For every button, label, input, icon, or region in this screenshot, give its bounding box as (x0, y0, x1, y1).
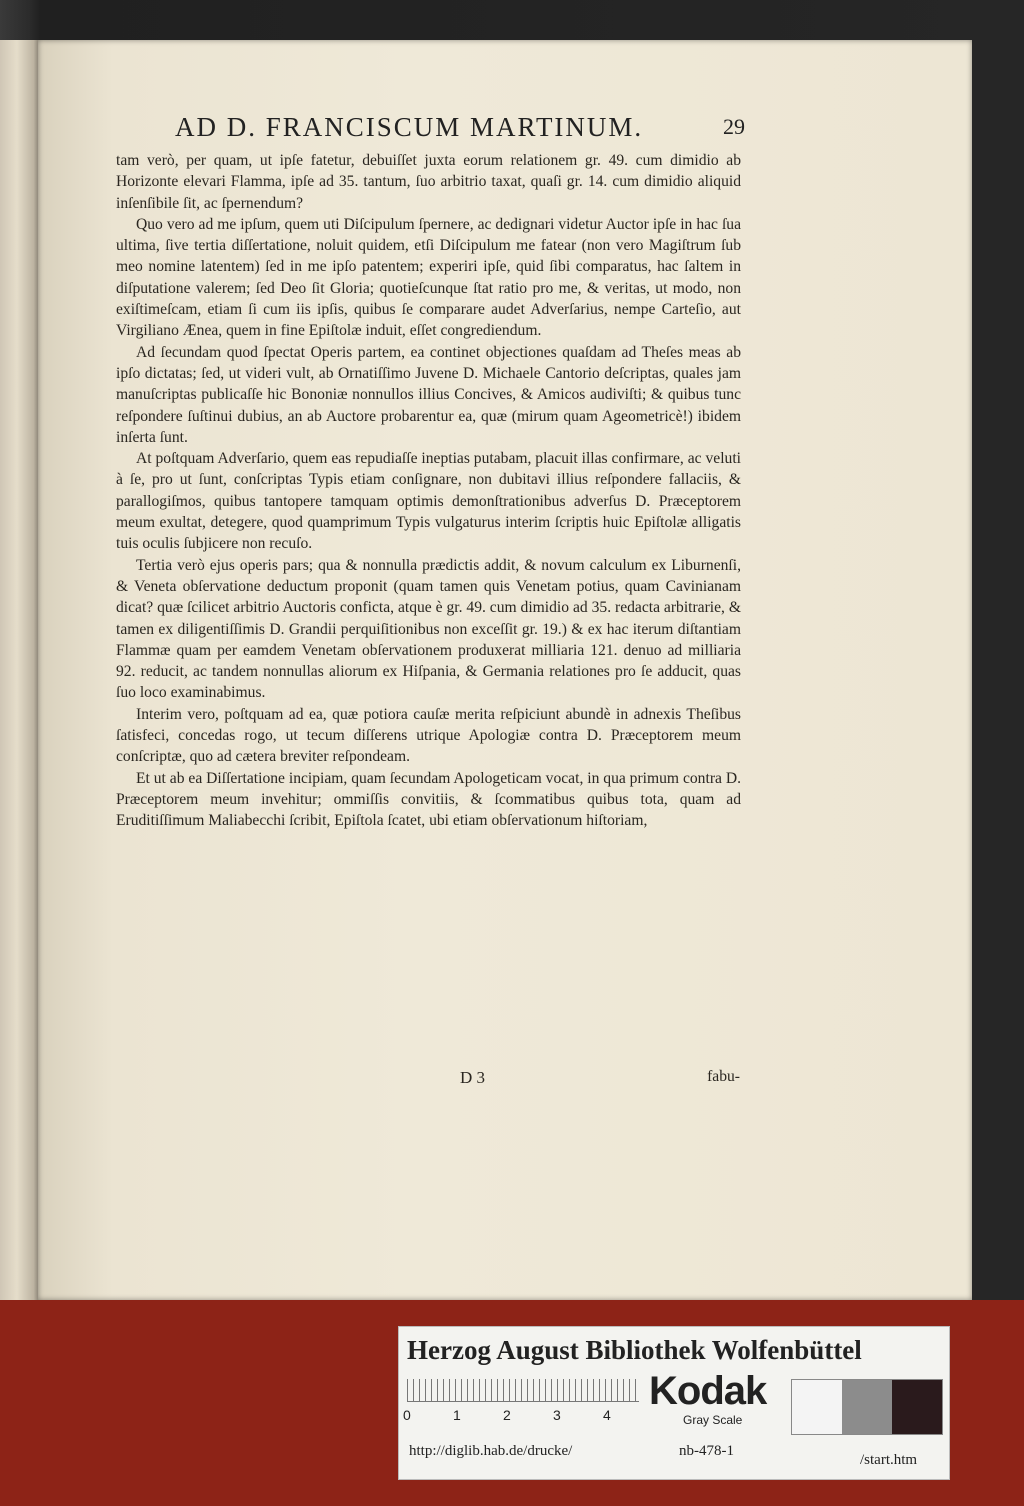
paragraph: Interim vero, poſtquam ad ea, quæ potiora cauſæ merita reſpiciunt abundè in adnexis Theſibus ſatisfeci, concedas rogo, ut tecum diſſerens utrique Apologiæ contra D. Præceptorem meum conſcriptæ, quo ad cætera breviter reſpondeam. (116, 705, 741, 766)
library-name: Herzog August Bibliothek Wolfenbüttel (407, 1335, 862, 1365)
running-head-title: AD D. FRANCISCUM MARTINUM. (175, 112, 644, 142)
signature-mark: D 3 (460, 1068, 486, 1087)
book-spine (0, 40, 42, 1300)
paragraph: tam verò, per quam, ut ipſe fatetur, debuiſſet juxta eorum relationem gr. 49. cum dimidio ab Horizonte elevari Flamma, ipſe ad 35. tantum, ſuo arbitrio taxat, quaſi gr. 14. cum dimidio aliquid inſenſibile ſit, ac ſpernendum? (116, 152, 741, 212)
start-url: /start.htm (860, 1452, 918, 1468)
kodak-logo: Kodak (649, 1369, 767, 1413)
swatch-black (892, 1380, 942, 1434)
ruler-number: 3 (553, 1407, 561, 1423)
catchword: fabu- (707, 1068, 740, 1085)
page-number: 29 (723, 114, 745, 139)
gray-swatches (791, 1379, 943, 1435)
ruler-number: 0 (403, 1407, 411, 1423)
scale-ruler (407, 1379, 639, 1402)
digital-library-url: http://diglib.hab.de/drucke/ (409, 1443, 573, 1459)
paragraph: At poſtquam Adverſario, quem eas repudiaſſe ineptias putabam, placuit illas confirmare, ac veluti à ſe, pro ut ſunt, conſcriptas Typis etiam conſignare, non dubitavi illius reſpondere fallaciis, & parallogiſmos, quibus tantopere tamquam optimis demonſtrationibus adverſus D. Præceptorem meum exultat, detegere, quod quamprimum Typis vulgaturus interim ſcriptis huic Epiſtolæ alligatis tuis oculis ſubjicere non recuſo. (116, 450, 741, 553)
paragraph: Et ut ab ea Diſſertatione incipiam, quam ſecundam Apologeticam vocat, in qua primum contra D. Præceptorem meum invehitur; ommiſſis convitiis, & ſcommatibus quibus tota, quam ad Eruditiſſimum Maliabecchi ſcribit, Epiſtola ſcatet, ubi etiam obſervationum hiſtoriam, (116, 769, 741, 830)
running-head (175, 112, 745, 148)
swatch-white (792, 1380, 842, 1434)
ruler-number: 1 (453, 1407, 461, 1423)
paragraph: Quo vero ad me ipſum, quem uti Diſcipulum ſpernere, ac dedignari videtur Auctor ipſe in hac ſua ultima, ſive tertia diſſertatione, noluit quidem, etſi Diſcipulum me fatear (non vero Magiſtrum ſub meo nomine latentem) ſed in me ipſo patentem; experiri ipſe, quid ſibi comparatus, hac ſaltem in diſputatione valerem; ſed Deo ſit Gloria; quotieſcunque ſtat ratio pro me, & veritas, ut modo, non exiſtimeſcam, etiam ſi cum iis ipſis, quibus ſe comparare audet Adverſarius, nempe Carteſio, aut Virgiliano Ænea, quem in fine Epiſtolæ induit, eſſet congrediendum. (116, 215, 741, 340)
ruler-number: 4 (603, 1407, 611, 1423)
shelfmark: nb-478-1 (679, 1443, 734, 1459)
ruler-number: 2 (503, 1407, 511, 1423)
ruler-numbers (403, 1407, 643, 1425)
swatch-gray (842, 1380, 892, 1434)
gray-scale-label: Gray Scale (683, 1413, 743, 1427)
paragraph: Tertia verò ejus operis pars; qua & nonnulla prædictis addit, & novum calculum ex Liburnenſi, & Veneta obſervatione deductum proponit (quam tamen quis Venetam potius, quam Cavinianam dicat? quæ ſcilicet arbitrio Auctoris conficta, atque è gr. 49. cum dimidio ad 35. redacta arbitrarie, & tamen ex diligentiſſimis D. Grandii perquiſitionibus non exceſſit gr. 19.) & ex hac iterum diſtantiam Flammæ quam per eamdem Venetam obſervationem produxerat milliaria 121. denuo ad milliaria 92. reducit, ac tandem nonnullas aliorum ex Hiſpania, & Germania relationes pro ſe adducit, quas ſuo loco examinabimus. (116, 556, 741, 702)
page-footer (460, 1068, 740, 1090)
paragraph: Ad ſecundam quod ſpectat Operis partem, ea continet objectiones quaſdam ad Theſes meas ab ipſo dictatas; ſed, ut videri vult, ab Ornatiſſimo Juvene D. Michaele Cantorio deſcriptas, quales jam manuſcriptas publicaſſe hic Bononiæ nonnullos illius Concives, & Amicos audiviſti; & quibus tunc reſpondere ſuſtinui dubius, an ab Auctore probarentur ea, quæ (mirum quam Ageometricè!) ibidem inſerta ſunt. (116, 343, 741, 446)
body-text (116, 150, 741, 832)
